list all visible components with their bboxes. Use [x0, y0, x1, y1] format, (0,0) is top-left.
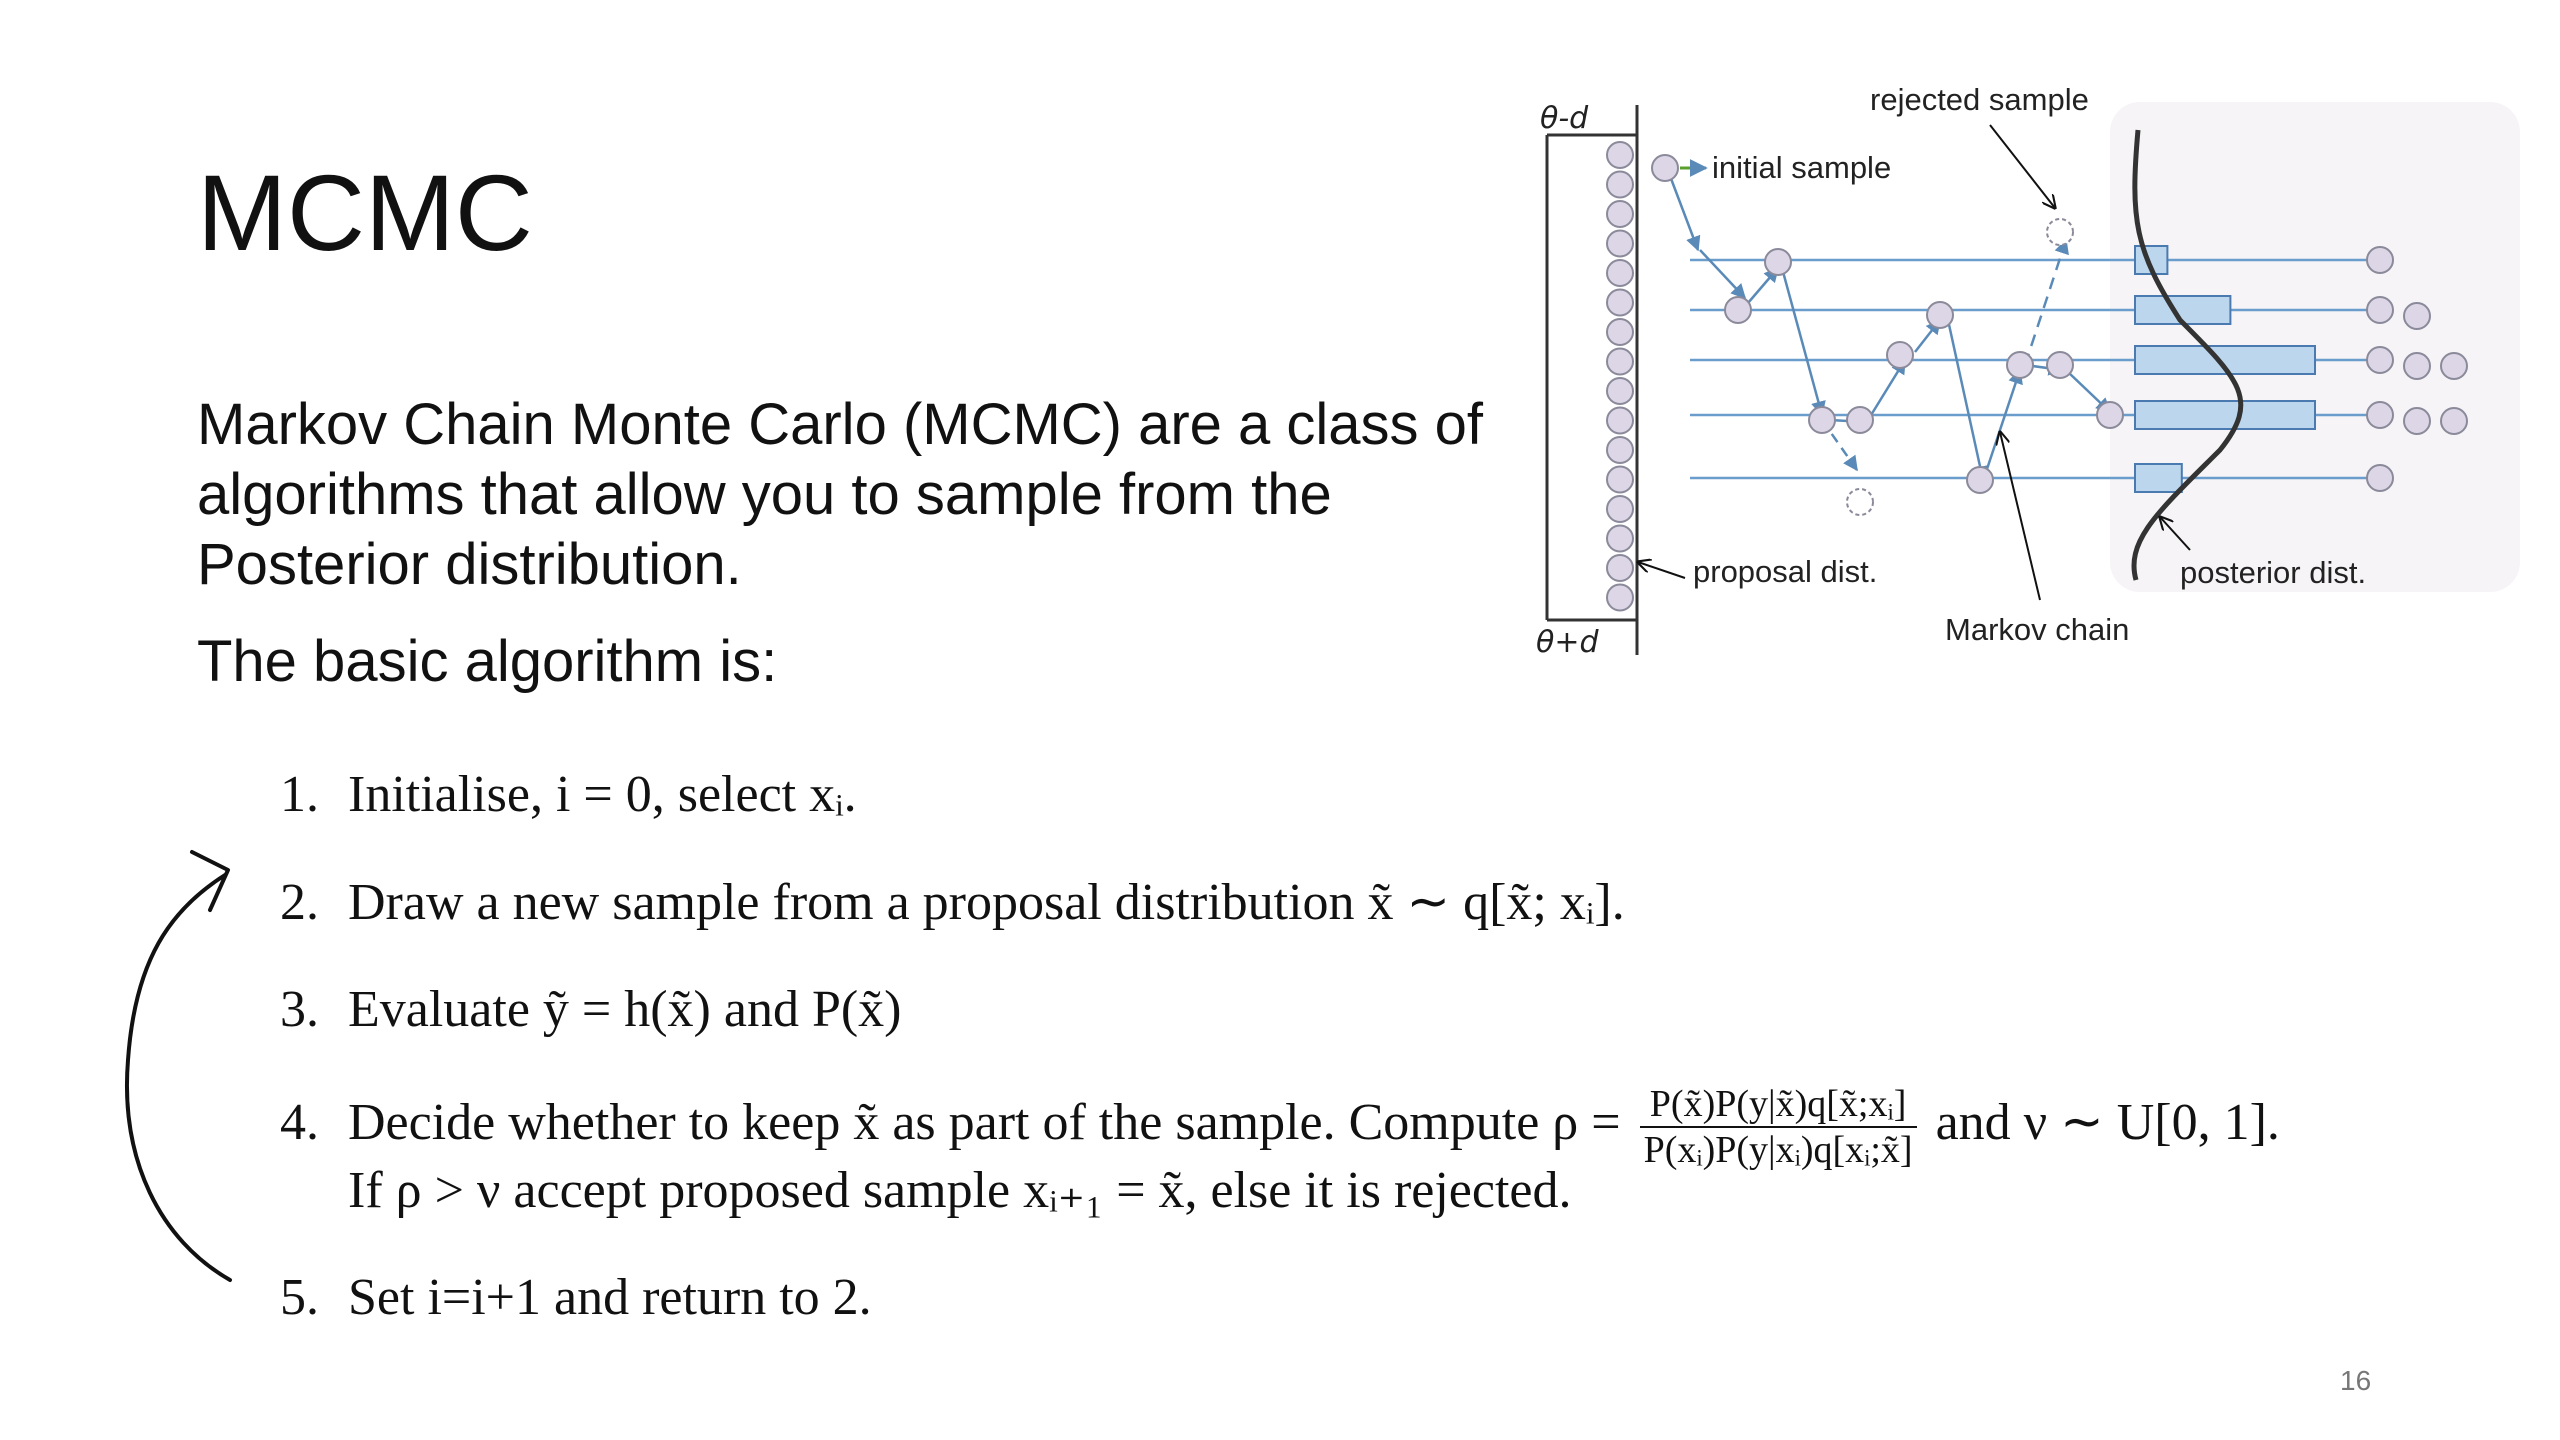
markov-chain — [1667, 168, 2110, 480]
step-3 — [280, 980, 902, 1039]
theta-plus-label: θ+d — [1536, 625, 1599, 660]
proposal-circle — [1607, 290, 1633, 316]
accepted-circle — [2367, 297, 2393, 323]
step-number: 3. — [280, 981, 319, 1038]
proposal-circle — [1607, 319, 1633, 345]
slide-title: MCMC — [197, 152, 533, 273]
proposal-circle — [1607, 555, 1633, 581]
posterior-bar — [2135, 464, 2182, 492]
proposal-circle — [1607, 467, 1633, 493]
proposal-circle — [1607, 260, 1633, 286]
proposal-circle — [1607, 585, 1633, 611]
proposal-circle — [1607, 349, 1633, 375]
proposal-circle — [1607, 231, 1633, 257]
basic-algorithm-label: The basic algorithm is: — [197, 629, 778, 694]
posterior-bar — [2135, 401, 2315, 429]
step-4-line-2 — [348, 1160, 1571, 1220]
step-number: 4. — [280, 1093, 319, 1151]
mcmc-figure — [1520, 70, 2520, 670]
page-number: 16 — [2340, 1365, 2372, 1396]
proposal-pointer — [1638, 562, 1685, 578]
accepted-circle — [2441, 408, 2467, 434]
initial-sample-label: initial sample — [1712, 150, 1892, 185]
step-text-continued: and ν ∼ U[0, 1]. — [1935, 1093, 2280, 1151]
accepted-circle — [2404, 303, 2430, 329]
step-text: Initialise, i = 0, select xᵢ. — [348, 766, 857, 823]
rejected-point-lower — [1847, 489, 1873, 515]
step-number: 5. — [280, 1269, 319, 1326]
chain-pointer — [2000, 432, 2040, 600]
posterior-dist-label: posterior dist. — [2180, 555, 2367, 590]
step-text: Decide whether to keep x̃ as part of the sample. Compute ρ = — [348, 1093, 1621, 1151]
proposal-circle — [1607, 437, 1633, 463]
accepted-circle — [2404, 408, 2430, 434]
rejected-pointer — [1990, 125, 2055, 208]
step-text: Evaluate ỹ = h(x̃) and P(x̃) — [348, 981, 902, 1038]
theta-minus-label: θ-d — [1540, 101, 1589, 136]
proposal-circles — [1607, 142, 1633, 611]
step-text: Draw a new sample from a proposal distribution x̃ ∼ q[x̃; xᵢ]. — [348, 874, 1625, 931]
proposal-circle — [1607, 378, 1633, 404]
intro-paragraph: Markov Chain Monte Carlo (MCMC) are a class of algorithms that allow you to sample from the Posterior distribution. — [197, 392, 1484, 597]
proposal-circle — [1607, 172, 1633, 198]
acceptance-ratio-fraction — [1640, 1082, 1917, 1172]
rejected-point-upper — [2047, 219, 2073, 245]
accepted-circle — [2367, 247, 2393, 273]
step-number: 2. — [280, 874, 319, 931]
step-5 — [280, 1268, 872, 1327]
step-2 — [280, 872, 1625, 932]
accepted-circle — [2404, 353, 2430, 379]
proposal-circle — [1607, 496, 1633, 522]
proposal-circle — [1607, 201, 1633, 227]
step-number: 1. — [280, 766, 319, 823]
step-text: Set i=i+1 and return to 2. — [348, 1269, 872, 1326]
accepted-circle — [2367, 402, 2393, 428]
accepted-circle — [2367, 347, 2393, 373]
step-4 — [280, 1082, 2280, 1172]
fraction-denominator: P(xᵢ)P(y|xᵢ)q[xᵢ;x̃] — [1643, 1129, 1913, 1171]
proposal-dist-label: proposal dist. — [1693, 554, 1878, 589]
proposal-circle — [1607, 408, 1633, 434]
loop-arrow — [110, 840, 250, 1300]
accepted-circle — [2367, 465, 2393, 491]
accepted-circle — [2441, 353, 2467, 379]
proposal-circle — [1607, 526, 1633, 552]
markov-chain-label: Markov chain — [1945, 612, 2130, 647]
fraction-numerator: P(x̃)P(y|x̃)q[x̃;xᵢ] — [1640, 1082, 1917, 1128]
step-text: If ρ > ν accept proposed sample xᵢ₊₁ = x̃, else it is rejected. — [348, 1162, 1572, 1219]
step-1 — [280, 765, 857, 824]
rejected-sample-label: rejected sample — [1870, 82, 2089, 117]
proposal-circle — [1607, 142, 1633, 168]
